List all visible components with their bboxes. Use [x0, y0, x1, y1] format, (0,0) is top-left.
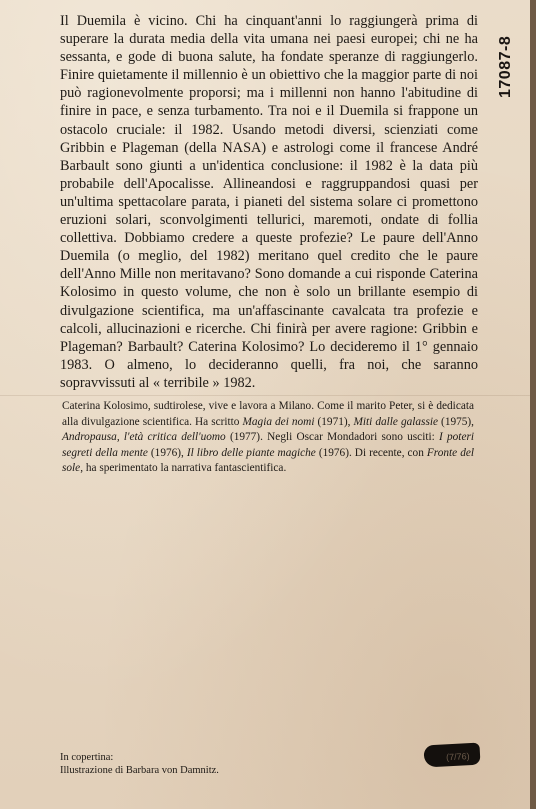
price-sticker	[423, 743, 480, 768]
book-title: I poteri segreti della mente	[62, 431, 474, 459]
cover-credit	[60, 751, 360, 777]
paper-crease	[0, 395, 530, 396]
cover-credit-label: In copertina:	[60, 752, 114, 763]
book-title: Magia dei nomi	[242, 415, 315, 428]
book-title: Fronte del sole	[62, 446, 474, 474]
bio-text: (1971),	[314, 415, 354, 428]
bio-text: (1975),	[438, 415, 474, 428]
cover-credit-illustrator: Illustrazione di Barbara von Damnitz.	[60, 765, 219, 776]
price-sticker-text: (7/76)	[445, 751, 470, 763]
book-title: Miti dalle galassie	[353, 415, 439, 428]
blurb-paragraph: Il Duemila è vicino. Chi ha cinquant'anni lo raggiungerà prima di superare la durata media della vita umana nei paesi europei; chi ne ha sessanta, e gode di buona salute, ha fondate speranze di raggiungerlo. Finire quietamente il millennio è un obiettivo che la maggior parte di noi può ragionevolmente proporsi; ma i millenni non hanno l'abitudine di finire in pace, e senza turbamento. Tra noi e il Duemila si frappone un ostacolo cruciale: il 1982. Usando metodi diversi, scienziati come Gribbin e Plageman (della NASA) e astrologi come il francese André Barbault sono giunti a un'identica conclusione: il 1982 è la data più probabile dell'Apocalisse. Allineandosi e raggruppandosi quasi per un'ultima spettacolare parata, i pianeti del sistema solare ci promettono eruzioni solari, sconvolgimenti tellurici, maremoti, ondate di follia collettiva. Dobbiamo credere a queste profezie? Le paure dell'Anno Duemila (o meglio, del 1982) meritano quel credito che le paure dell'Anno Mille non meritavano? Sono domande a cui risponde Caterina Kolosimo in questo volume, che non è solo un brillante esempio di divulgazione scientifica, ma un'affascinante cavalcata tra profezie e calcoli, allucinazioni e ricerche. Chi finirà per avere ragione: Gribbin e Plageman? Barbault? Caterina Kolosimo? Lo decideremo il 1° gennaio 1983. O almeno, lo decideranno quelli, fra noi, che saranno sopravvissuti al « terribile » 1982.	[60, 13, 478, 391]
bio-text: (1977). Negli Oscar Mondadori sono usciti:	[225, 431, 439, 443]
bio-text: (1976). Di recente, con	[315, 446, 427, 459]
author-biography	[62, 399, 474, 477]
author-biography-paragraph	[62, 399, 474, 477]
blurb-text	[60, 12, 478, 392]
catalog-code: 17087-8	[497, 35, 514, 98]
book-title: Andropausa, l'età critica dell'uomo	[62, 431, 226, 443]
bio-text: (1976),	[147, 446, 187, 459]
book-title: Il libro delle piante magiche	[186, 446, 316, 459]
bio-text: , ha sperimentato la narrativa fantascientifica.	[80, 462, 287, 474]
bio-text: Caterina Kolosimo, sudtirolese, vive e lavora a Milano. Come il marito Peter, si è dedicata alla divulgazione scientifica. Ha scritto	[62, 400, 474, 428]
